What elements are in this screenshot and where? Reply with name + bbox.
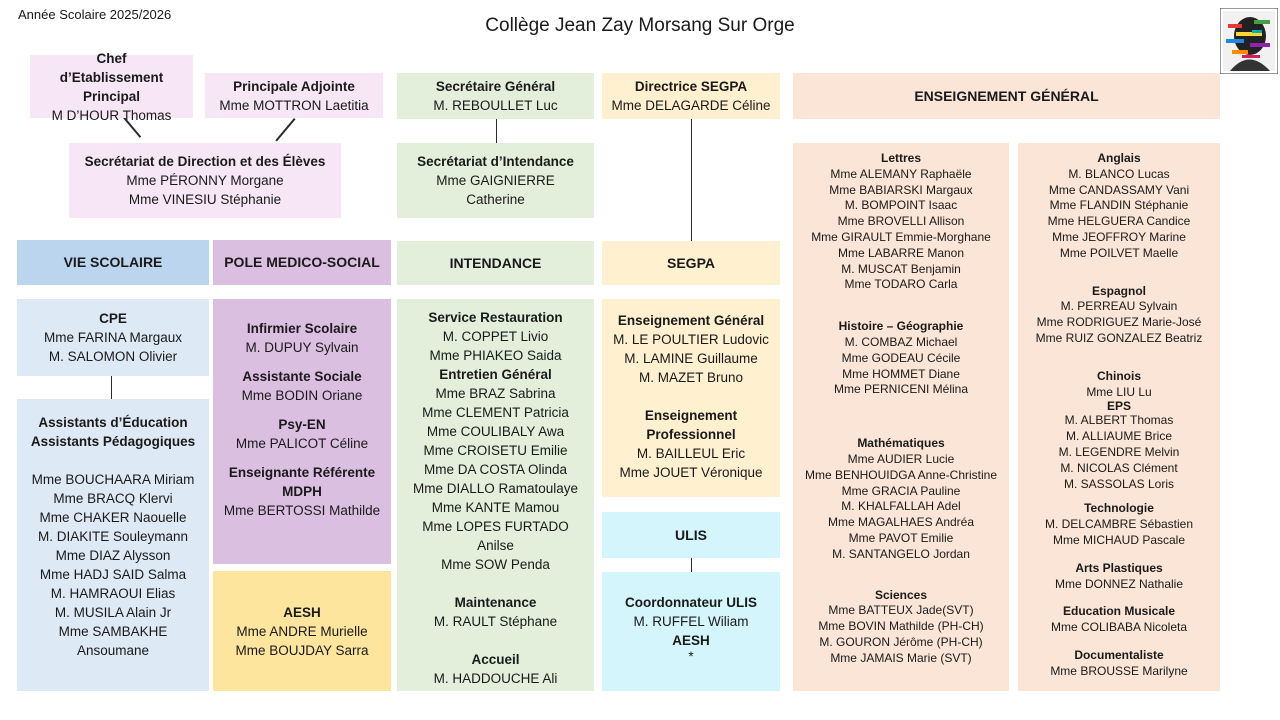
teacher-name: Mme MAGALHAES Andréa — [827, 515, 975, 530]
directrice-segpa-title: Directrice SEGPA — [634, 79, 748, 94]
subject-title-espagnol: Espagnol — [1091, 283, 1146, 298]
infirmier-title: Infirmier Scolaire — [246, 321, 358, 336]
teacher-name: M. SASSOLAS Loris — [1063, 476, 1175, 491]
cpe-name: M. SALOMON Olivier — [48, 349, 178, 364]
aesh-name: Mme BOUJDAY Sarra — [235, 643, 369, 658]
teacher-name: Mme POILVET Maelle — [1059, 245, 1179, 260]
connector-ulis — [691, 558, 692, 572]
entretien-name: Mme CROISETU Emilie — [423, 443, 568, 458]
chef-name: M D’HOUR Thomas — [51, 107, 172, 123]
assistant-name: Mme BRACQ Klervi — [53, 491, 173, 506]
subjects-right-box — [1018, 143, 1220, 691]
teacher-name: Mme BOVIN Mathilde (PH-CH) — [818, 619, 984, 634]
subject-title-education-musicale: Education Musicale — [1062, 604, 1176, 619]
infirmier-name: M. DUPUY Sylvain — [245, 340, 359, 355]
directrice-segpa-box — [602, 73, 780, 119]
ulis-coord-name: M. RUFFEL Wiliam — [633, 614, 749, 629]
teacher-name: M. BOMPOINT Isaac — [844, 198, 958, 213]
secretariat-name: Mme VINESIU Stéphanie — [128, 192, 282, 207]
restauration-title: Service Restauration — [428, 310, 563, 325]
assistant-name: M. MUSILA Alain Jr — [54, 605, 172, 620]
entretien-name: Mme DA COSTA Olinda — [423, 462, 568, 477]
teacher-name: Mme MICHAUD Pascale — [1052, 532, 1186, 547]
teacher-name: M. COMBAZ Michael — [844, 334, 958, 349]
assistante-sociale-title: Assistante Sociale — [242, 369, 362, 384]
subject-title-sciences: Sciences — [874, 587, 928, 602]
secretariat-intendance-box — [397, 143, 594, 218]
ulis-band — [602, 512, 780, 558]
teacher-name: Mme FLANDIN Stéphanie — [1049, 198, 1189, 213]
assistant-name: Mme CHAKER Naouelle — [39, 510, 187, 525]
subject-title-lettres: Lettres — [880, 151, 921, 165]
segpa-general-name: M. LE POULTIER Ludovic — [613, 332, 769, 347]
teacher-name: Mme COLIBABA Nicoleta — [1050, 620, 1188, 635]
entretien-name: Mme LOPES FURTADO — [422, 519, 569, 534]
assistant-name: Mme HADJ SAID Salma — [39, 567, 187, 582]
teacher-name: M. LEGENDRE Melvin — [1058, 444, 1180, 459]
subject-title-eps: EPS — [1106, 399, 1131, 414]
teacher-name: Mme BATTEUX Jade(SVT) — [828, 603, 974, 618]
cpe-name: Mme FARINA Margaux — [43, 330, 183, 345]
pole-medico-social-band — [213, 240, 391, 285]
school-logo — [1220, 8, 1278, 74]
assistant-name: M. HAMRAOUI Elias — [50, 586, 176, 601]
entretien-name: Anilse — [477, 538, 514, 553]
chef-title: Chef d’Etablissement Principal — [59, 50, 164, 104]
subject-title-documentaliste: Documentaliste — [1074, 647, 1164, 662]
entretien-name: Mme KANTE Mamou — [431, 500, 560, 515]
subject-title-histoire: Histoire – Géographie — [838, 319, 964, 334]
secretariat-name: Mme PÉRONNY Morgane — [126, 173, 284, 188]
teacher-name: Mme DONNEZ Nathalie — [1054, 576, 1184, 591]
secretariat-intendance-name: Catherine — [466, 192, 525, 207]
teacher-name: Mme GIRAULT Emmie-Morghane — [811, 229, 991, 244]
teacher-name: M. DELCAMBRE Sébastien — [1044, 517, 1194, 532]
assistants-title-2: Assistants Pédagogiques — [30, 434, 196, 449]
subject-title-anglais: Anglais — [1097, 151, 1141, 165]
teacher-name: Mme AUDIER Lucie — [847, 451, 955, 466]
restauration-name: Mme PHIAKEO Saida — [429, 348, 562, 363]
maintenance-name: M. RAULT Stéphane — [433, 614, 558, 629]
enseignement-general-label: ENSEIGNEMENT GÉNÉRAL — [914, 87, 1099, 104]
intendance-band — [397, 241, 594, 285]
entretien-name: Mme CLEMENT Patricia — [422, 405, 569, 420]
teacher-name: Mme RUIZ GONZALEZ Beatriz — [1035, 330, 1203, 345]
teacher-name: Mme CANDASSAMY Vani — [1048, 182, 1190, 197]
aesh-box — [213, 571, 391, 691]
teacher-name: M. MUSCAT Benjamin — [841, 261, 961, 276]
chef-etablissement-box — [30, 50, 193, 123]
cpe-title: CPE — [99, 311, 127, 326]
subject-title-chinois: Chinois — [1097, 368, 1141, 383]
subject-title-maths: Mathématiques — [857, 436, 945, 451]
cpe-box — [17, 299, 209, 376]
vie-scolaire-band — [17, 240, 209, 285]
maintenance-title: Maintenance — [454, 595, 537, 610]
teacher-name: Mme BABIARSKI Margaux — [829, 182, 973, 197]
entretien-name: Mme BRAZ Sabrina — [435, 386, 556, 401]
teacher-name: Mme GODEAU Cécile — [841, 350, 961, 365]
teacher-name: Mme BENHOUIDGA Anne-Christine — [804, 467, 998, 482]
connector-sg-intendance — [496, 119, 497, 144]
assistant-name: Mme BOUCHAARA Miriam — [31, 472, 195, 487]
connector-cpe-assistants — [111, 376, 112, 399]
ulis-aesh-name: * — [688, 649, 694, 664]
segpa-general-name: M. MAZET Bruno — [638, 370, 744, 385]
teacher-name: M. KHALFALLAH Adel — [841, 499, 961, 514]
teacher-name: Mme RODRIGUEZ Marie-José — [1036, 315, 1202, 330]
segpa-general-name: M. LAMINE Guillaume — [624, 351, 758, 366]
accueil-name: M. HADDOUCHE Ali — [433, 671, 558, 686]
subject-title-technologie: Technologie — [1084, 501, 1154, 516]
teacher-name: Mme PAVOT Emilie — [848, 530, 954, 545]
teacher-name: M. GOURON Jérôme (PH-CH) — [819, 634, 983, 649]
segpa-pro-title: Enseignement Professionnel — [644, 408, 738, 442]
vie-scolaire-label: VIE SCOLAIRE — [63, 254, 163, 270]
ulis-coord-title: Coordonnateur ULIS — [625, 595, 757, 610]
assistant-name: Mme DIAZ Alysson — [55, 548, 171, 563]
secretariat-direction-box — [69, 143, 341, 218]
restauration-name: M. COPPET Livio — [442, 329, 549, 344]
subjects-left-box — [793, 143, 1009, 691]
teacher-name: M. BLANCO Lucas — [1068, 166, 1170, 181]
entretien-title: Entretien Général — [439, 367, 552, 382]
psy-en-title: Psy-EN — [278, 417, 326, 432]
aesh-title: AESH — [283, 605, 321, 620]
medico-social-box — [213, 299, 391, 564]
entretien-name: Mme SOW Penda — [441, 557, 550, 572]
segpa-general-title: Enseignement Général — [617, 313, 765, 328]
teacher-name: Mme ALEMANY Raphaële — [830, 166, 972, 181]
psy-en-name: Mme PALICOT Céline — [235, 436, 369, 451]
entretien-name: Mme COULIBALY Awa — [426, 424, 565, 439]
ulis-label: ULIS — [675, 526, 707, 543]
pole-medico-social-label: POLE MEDICO-SOCIAL — [224, 254, 380, 270]
segpa-pro-name: M. BAILLEUL Eric — [636, 446, 746, 461]
secretariat-intendance-name: Mme GAIGNIERRE — [436, 173, 555, 188]
teacher-name: Mme LIU Lu — [1086, 384, 1152, 399]
teacher-name: Mme BROVELLI Allison — [837, 214, 965, 229]
teacher-name: Mme JEOFFROY Marine — [1052, 229, 1186, 244]
intendance-services-box — [397, 299, 594, 691]
secretariat-direction-title: Secrétariat de Direction et des Élèves — [84, 154, 326, 169]
assistant-name: M. DIAKITE Souleymann — [37, 529, 189, 544]
accueil-title: Accueil — [471, 652, 520, 667]
segpa-label: SEGPA — [667, 254, 715, 271]
assistants-title-1: Assistants d’Éducation — [38, 415, 188, 430]
teacher-name: Mme LABARRE Manon — [837, 245, 965, 260]
page-title: Collège Jean Zay Morsang Sur Orge — [485, 15, 795, 36]
intendance-label: INTENDANCE — [449, 254, 542, 271]
ulis-aesh-title: AESH — [672, 633, 710, 648]
aesh-name: Mme ANDRE Murielle — [236, 624, 368, 639]
connector-adjointe-secretariat — [275, 118, 295, 142]
enseignante-referente-title: Enseignante Référente MDPH — [228, 465, 376, 499]
segpa-pro-name: Mme JOUET Véronique — [619, 465, 763, 480]
teacher-name: Mme TODARO Carla — [844, 277, 958, 292]
directrice-segpa-name: Mme DELAGARDE Céline — [611, 98, 771, 113]
teacher-name: Mme JAMAIS Marie (SVT) — [830, 650, 972, 665]
assistants-box — [17, 399, 209, 691]
ulis-staff-box — [602, 572, 780, 691]
school-year: Année Scolaire 2025/2026 — [18, 7, 172, 22]
segpa-band — [602, 241, 780, 285]
secretaire-general-name: M. REBOULLET Luc — [433, 98, 558, 113]
teacher-name: M. ALBERT Thomas — [1064, 413, 1174, 428]
secretariat-intendance-title: Secrétariat d’Intendance — [417, 154, 574, 169]
teacher-name: Mme HELGUERA Candice — [1047, 214, 1191, 229]
principale-adjointe-box — [205, 73, 383, 118]
assistant-name: Ansoumane — [76, 643, 150, 658]
teacher-name: M. SANTANGELO Jordan — [832, 546, 970, 561]
enseignement-general-header — [793, 73, 1220, 119]
teacher-name: Mme GRACIA Pauline — [841, 483, 961, 498]
secretaire-general-title: Secrétaire Général — [435, 79, 556, 94]
assistant-name: Mme SAMBAKHE — [58, 624, 168, 639]
teacher-name: M. PERREAU Sylvain — [1060, 299, 1178, 314]
subject-title-arts-plastiques: Arts Plastiques — [1075, 560, 1163, 575]
adjointe-name: Mme MOTTRON Laetitia — [219, 97, 369, 113]
teacher-name: Mme BROUSSE Marilyne — [1050, 663, 1188, 678]
adjointe-title: Principale Adjointe — [233, 78, 355, 94]
enseignante-referente-name: Mme BERTOSSI Mathilde — [223, 503, 381, 518]
teacher-name: M. NICOLAS Clément — [1060, 460, 1178, 475]
teacher-name: Mme HOMMET Diane — [842, 366, 960, 381]
connector-segpa — [691, 119, 692, 241]
teacher-name: Mme PERNICENI Mélina — [833, 382, 969, 397]
segpa-staff-box — [602, 299, 780, 497]
secretaire-general-box — [397, 73, 594, 119]
teacher-name: M. ALLIAUME Brice — [1065, 429, 1173, 444]
entretien-name: Mme DIALLO Ramatoulaye — [412, 481, 579, 496]
assistante-sociale-name: Mme BODIN Oriane — [241, 388, 363, 403]
